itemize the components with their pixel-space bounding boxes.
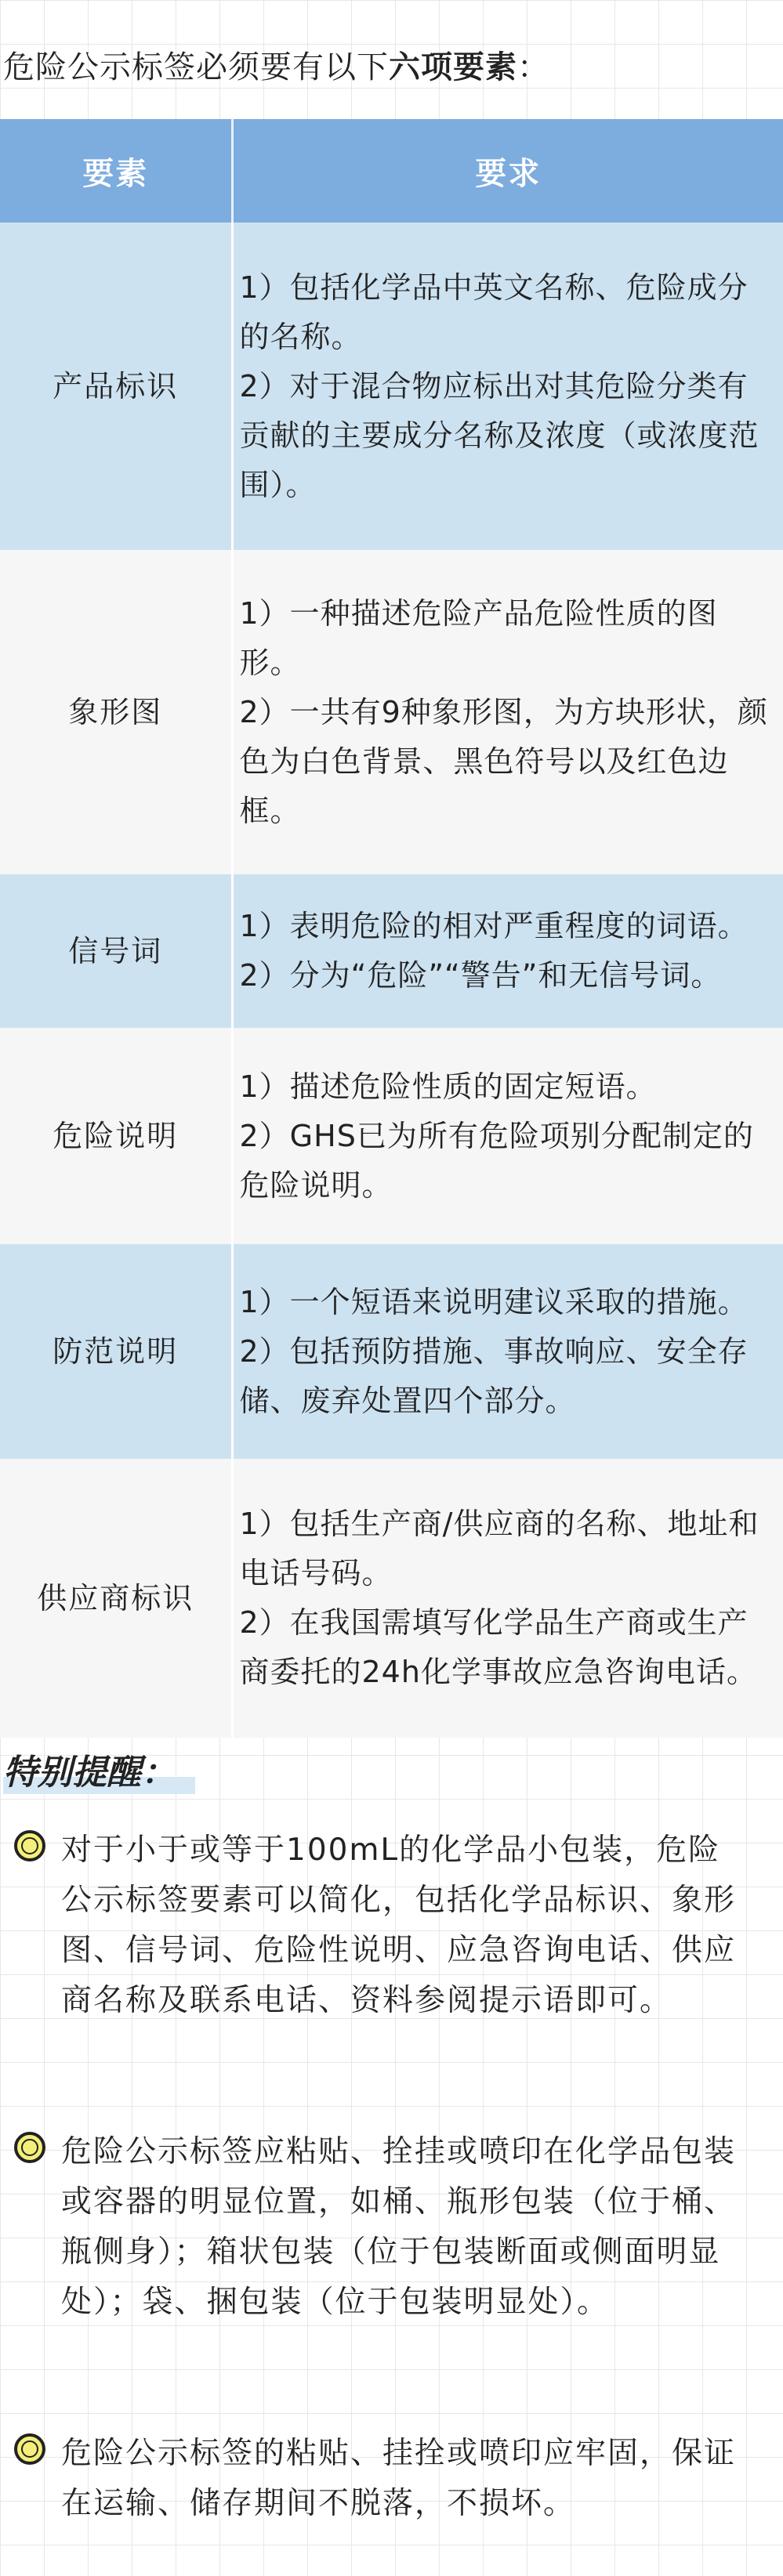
header-element: 要素: [0, 119, 232, 223]
table-row: [0, 1028, 783, 1244]
row-desc: [232, 223, 783, 550]
desc-line: 2）一共有9种象形图，为方块形状，颜色为白色背景、黑色符号以及红色边框。: [239, 694, 768, 828]
desc-line: 1）描述危险性质的固定短语。: [239, 1069, 657, 1104]
requirements-table: [0, 119, 783, 1738]
special-reminder-text: 特别提醒：: [3, 1753, 176, 1793]
desc-line: 1）一种描述危险产品危险性质的图形。: [239, 595, 718, 680]
note-text: 对于小于或等于100mL的化学品小包装，危险公示标签要素可以简化，包括化学品标识、象形图、信号词、危险性说明、应急咨询电话、供应商名称及联系电话、资料参阅提示语即可。: [61, 1833, 737, 2018]
desc-line: 1）包括生产商/供应商的名称、地址和电话号码。: [239, 1507, 759, 1590]
desc-line: 2）对于混合物应标出对其危险分类有贡献的主要成分名称及浓度（或浓度范围）。: [239, 368, 759, 502]
note-item: [61, 2429, 751, 2529]
desc-line: 2）在我国需填写化学品生产商或生产商委托的24h化学事故应急咨询电话。: [239, 1605, 757, 1689]
highlight-circle-icon: [14, 2433, 45, 2465]
table-row: [0, 1459, 783, 1738]
row-name: 信号词: [0, 874, 232, 1028]
row-desc: [232, 1459, 783, 1738]
note-text: 危险公示标签的粘贴、挂拴或喷印应牢固，保证在运输、储存期间不脱落，不损坏。: [61, 2436, 737, 2521]
row-name: 危险说明: [0, 1028, 232, 1244]
row-desc: [232, 1244, 783, 1459]
header-requirement: 要求: [232, 119, 783, 223]
row-name: 供应商标识: [0, 1459, 232, 1738]
note-text: 危险公示标签应粘贴、拴挂或喷印在化学品包装或容器的明显位置，如桶、瓶形包装（位于桶、瓶侧身）；箱状包装（位于包装断面或侧面明显处）；袋、捆包装（位于包装明显处）。: [61, 2134, 737, 2320]
desc-line: 2）包括预防措施、事故响应、安全存储、废弃处置四个部分。: [239, 1333, 749, 1418]
note-item: [61, 2127, 751, 2328]
intro-colon: ：: [517, 49, 549, 85]
intro-text: 危险公示标签必须要有以下: [3, 49, 389, 85]
table-header-row: [0, 119, 783, 223]
row-desc: [232, 874, 783, 1028]
row-name: 象形图: [0, 550, 232, 874]
desc-line: 1）表明危险的相对严重程度的词语。: [239, 909, 749, 943]
desc-line: 1）包括化学品中英文名称、危险成分的名称。: [239, 270, 749, 354]
desc-line: 2）分为“危险”“警告”和无信号词。: [239, 958, 722, 993]
highlight-circle-icon: [14, 1830, 45, 1861]
table-row: [0, 550, 783, 874]
desc-line: 1）一个短语来说明建议采取的措施。: [239, 1284, 749, 1319]
row-name: 防范说明: [0, 1244, 232, 1459]
row-desc: [232, 550, 783, 874]
note-item: [61, 1825, 751, 2026]
intro-line: [0, 44, 783, 91]
special-reminder-title: [3, 1746, 199, 1800]
row-name: 产品标识: [0, 223, 232, 550]
table-row: [0, 874, 783, 1028]
row-desc: [232, 1028, 783, 1244]
intro-bold: 六项要素: [389, 49, 517, 85]
desc-line: 2）GHS已为所有危险项别分配制定的危险说明。: [239, 1118, 754, 1203]
table-row: [0, 223, 783, 550]
table-row: [0, 1244, 783, 1459]
highlight-circle-icon: [14, 2132, 45, 2163]
